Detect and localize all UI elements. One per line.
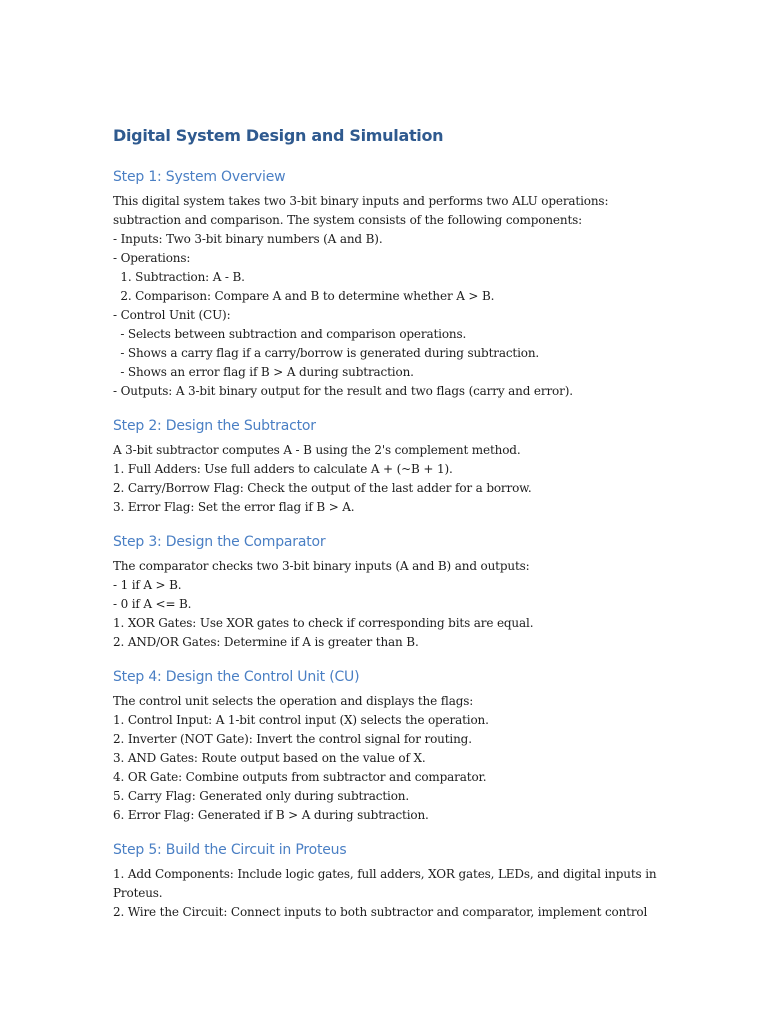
body-line: 3. AND Gates: Route output based on the value of X.: [113, 751, 426, 765]
section-step-3: [113, 531, 653, 652]
body-line: - 0 if A <= B.: [113, 597, 192, 611]
body-line: 1. Subtraction: A - B.: [113, 270, 245, 284]
step-heading: Step 1: System Overview: [113, 169, 286, 185]
body-line: A 3-bit subtractor computes A - B using the 2's complement method.: [113, 443, 521, 457]
body-line: 1. XOR Gates: Use XOR gates to check if corresponding bits are equal.: [113, 616, 534, 630]
body-line: - Selects between subtraction and comparison operations.: [113, 327, 467, 341]
section-step-1: [113, 166, 653, 401]
section-step-4: [113, 666, 653, 825]
step-heading: Step 3: Design the Comparator: [113, 534, 326, 550]
body-line: 2. Carry/Borrow Flag: Check the output of the last adder for a borrow.: [113, 481, 532, 495]
body-line: The control unit selects the operation and displays the flags:: [113, 694, 474, 708]
body-line: 2. Wire the Circuit: Connect inputs to both subtractor and comparator, implement control: [113, 905, 648, 919]
section-step-2: [113, 415, 653, 517]
body-line: - Shows a carry flag if a carry/borrow is generated during subtraction.: [113, 346, 540, 360]
body-line: 2. Inverter (NOT Gate): Invert the control signal for routing.: [113, 732, 472, 746]
body-line: - Shows an error flag if B > A during subtraction.: [113, 365, 414, 379]
body-line: - Outputs: A 3-bit binary output for the result and two flags (carry and error).: [113, 384, 573, 398]
section-step-5: [113, 839, 657, 922]
document-page: [113, 124, 657, 936]
body-line: This digital system takes two 3-bit binary inputs and performs two ALU operations:: [113, 194, 609, 208]
body-line: 2. Comparison: Compare A and B to determine whether A > B.: [113, 289, 495, 303]
body-line: The comparator checks two 3-bit binary inputs (A and B) and outputs:: [113, 559, 530, 573]
body-line: 5. Carry Flag: Generated only during subtraction.: [113, 789, 410, 803]
body-line: 2. AND/OR Gates: Determine if A is greater than B.: [113, 635, 419, 649]
body-line: - 1 if A > B.: [113, 578, 182, 592]
body-line: subtraction and comparison. The system consists of the following components:: [113, 213, 583, 227]
body-line: 6. Error Flag: Generated if B > A during subtraction.: [113, 808, 429, 822]
step-heading: Step 4: Design the Control Unit (CU): [113, 669, 360, 685]
body-line: Proteus.: [113, 886, 163, 900]
step-heading: Step 2: Design the Subtractor: [113, 418, 316, 434]
body-line: - Inputs: Two 3-bit binary numbers (A and B).: [113, 232, 383, 246]
step-heading: Step 5: Build the Circuit in Proteus: [113, 842, 347, 858]
body-line: - Operations:: [113, 251, 191, 265]
body-line: - Control Unit (CU):: [113, 308, 231, 322]
body-line: 1. Full Adders: Use full adders to calculate A + (~B + 1).: [113, 462, 453, 476]
body-line: 1. Control Input: A 1-bit control input (X) selects the operation.: [113, 713, 489, 727]
body-line: 4. OR Gate: Combine outputs from subtractor and comparator.: [113, 770, 487, 784]
document-body: [113, 166, 657, 922]
body-line: 3. Error Flag: Set the error flag if B > A.: [113, 500, 355, 514]
document-title: Digital System Design and Simulation: [113, 126, 444, 145]
body-line: 1. Add Components: Include logic gates, full adders, XOR gates, LEDs, and digital inputs in: [113, 867, 657, 881]
